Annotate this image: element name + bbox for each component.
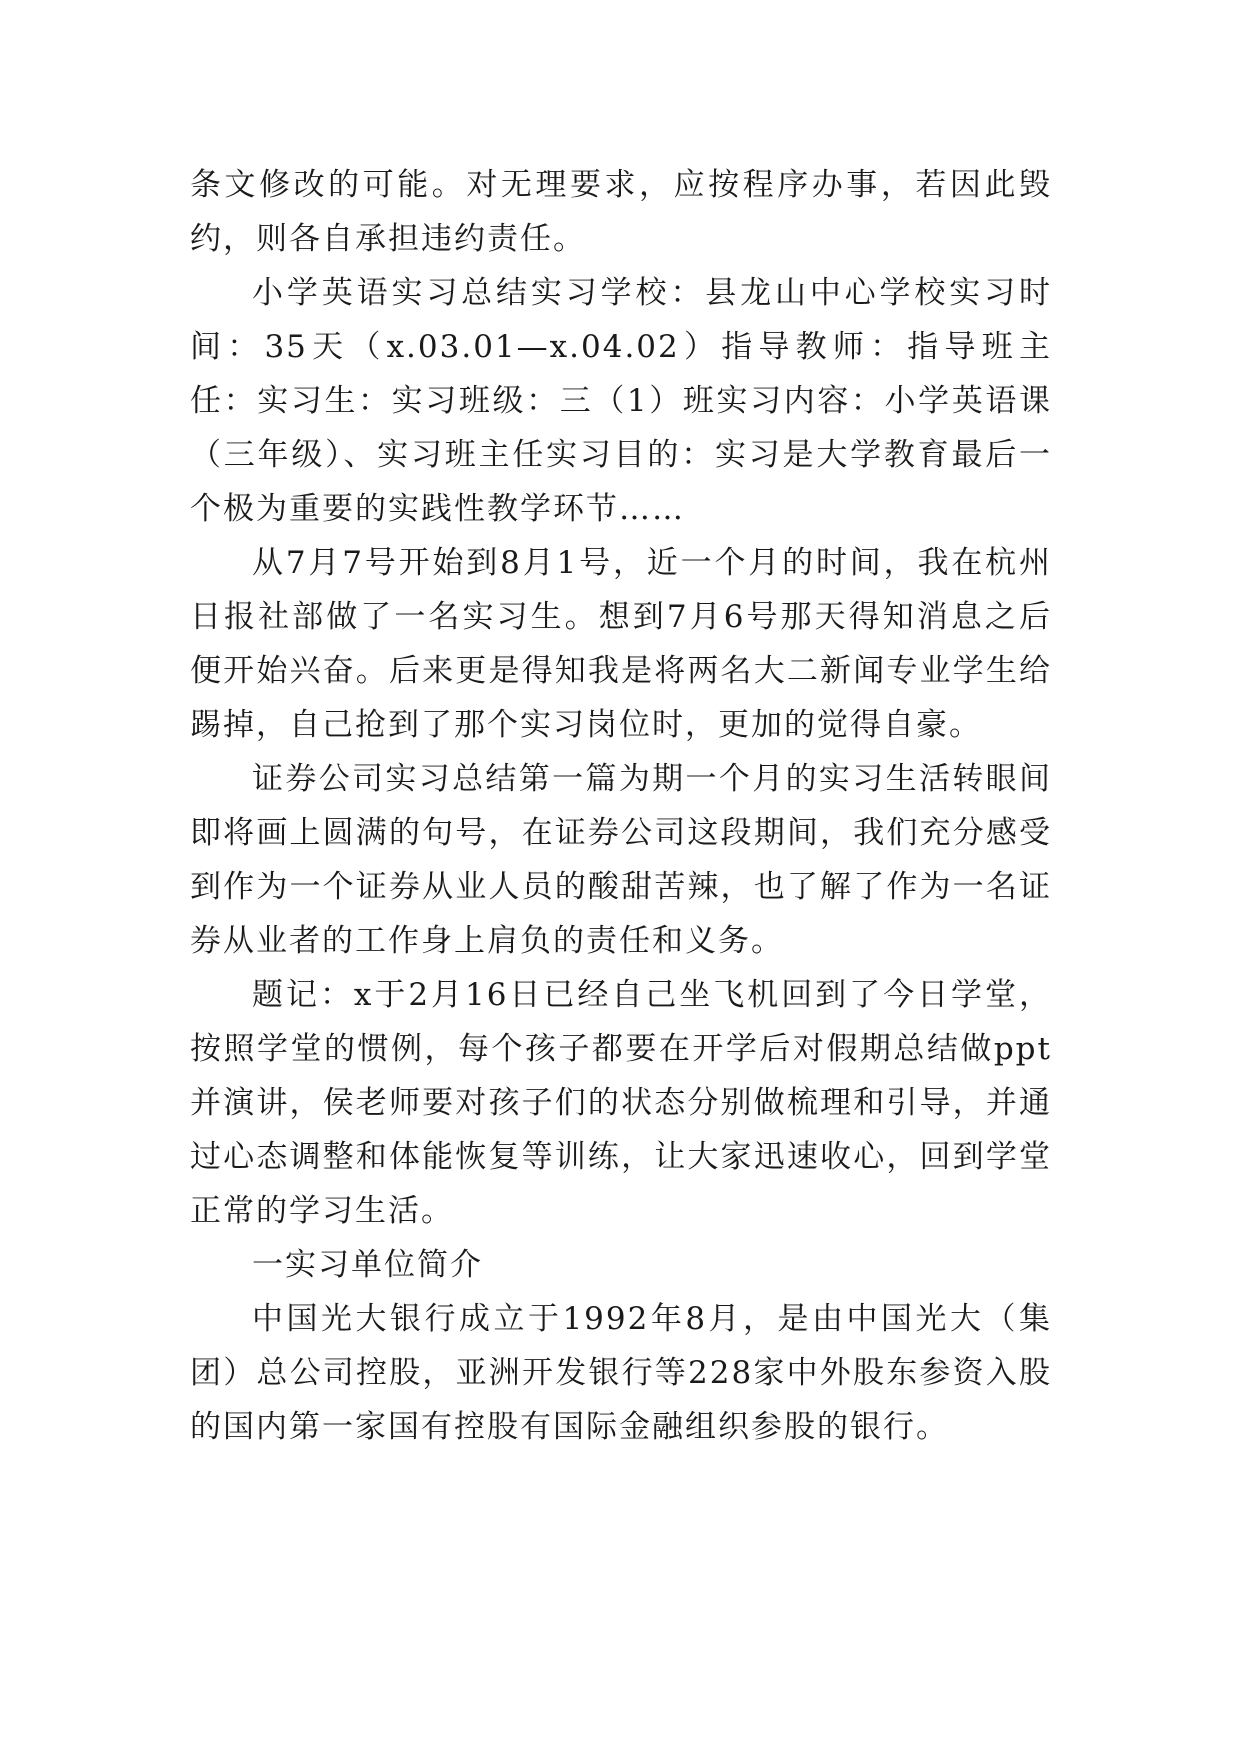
paragraph-4: 证券公司实习总结第一篇为期一个月的实习生活转眼间即将画上圆满的句号，在证券公司这段期间，我们充分感受到作为一个证券从业人员的酸甜苦辣，也了解了作为一名证券从业者的工作身上肩负的责任和义务。 [190, 761, 1052, 959]
paragraph-2: 小学英语实习总结实习学校：县龙山中心学校实习时间：35天（x.03.01—x.04.02）指导教师：指导班主任：实习生：实习班级：三（1）班实习内容：小学英语课（三年级）、实习班主任实习目的：实习是大学教育最后一个极为重要的实践性教学环节…… [190, 275, 1052, 527]
paragraph-5: 题记：x于2月16日已经自己坐飞机回到了今日学堂，按照学堂的惯例，每个孩子都要在开学后对假期总结做ppt并演讲，侯老师要对孩子们的状态分别做梳理和引导，并通过心态调整和体能恢复等训练，让大家迅速收心，回到学堂正常的学习生活。 [190, 977, 1052, 1229]
section-heading: 一实习单位简介 [252, 1247, 483, 1283]
document-body [190, 158, 1052, 1454]
paragraph-6: 中国光大银行成立于1992年8月，是由中国光大（集团）总公司控股，亚洲开发银行等228家中外股东参资入股的国内第一家国有控股有国际金融组织参股的银行。 [190, 1301, 1052, 1445]
paragraph-3: 从7月7号开始到8月1号，近一个月的时间，我在杭州日报社部做了一名实习生。想到7月6号那天得知消息之后便开始兴奋。后来更是得知我是将两名大二新闻专业学生给踢掉，自己抢到了那个实习岗位时，更加的觉得自豪。 [190, 545, 1052, 743]
paragraph-1: 条文修改的可能。对无理要求，应按程序办事，若因此毁约，则各自承担违约责任。 [190, 167, 1052, 257]
